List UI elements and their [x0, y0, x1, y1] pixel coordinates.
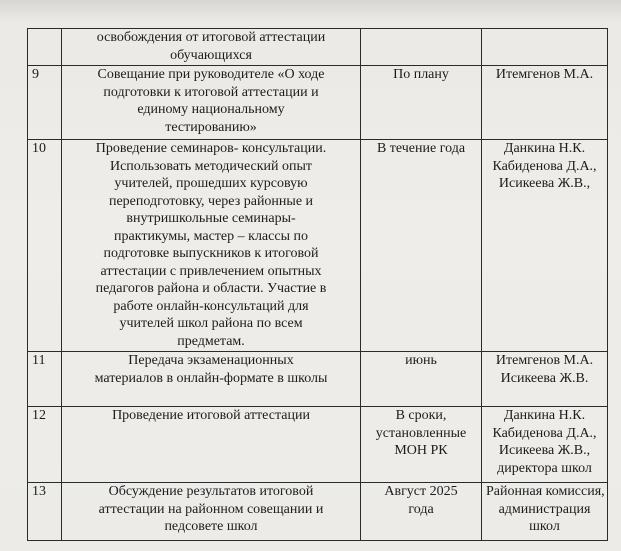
term-line: МОН РК — [394, 443, 448, 458]
event-line: подготовки к итоговой аттестации и — [103, 84, 319, 100]
responsible-line: Исикеева Ж.В. — [500, 370, 589, 386]
term-cell — [361, 66, 482, 140]
row-number-cell: 11 — [28, 352, 62, 407]
table-row — [28, 140, 608, 352]
responsible-cell — [482, 407, 608, 483]
term-line: года — [408, 501, 434, 517]
event-line: педсовете школ — [164, 519, 258, 534]
row-number-cell: 12 — [28, 407, 62, 483]
term-line: установленные — [375, 425, 467, 441]
responsible-line: директора школ — [497, 460, 592, 476]
event-line: аттестации с привлечением опытных — [100, 263, 322, 279]
event-cell — [62, 29, 361, 66]
event-line: Обсуждение результатов итоговой — [108, 484, 314, 499]
event-line: Использовать методический опыт — [109, 158, 313, 174]
event-line: Проведение итоговой аттестации — [112, 408, 310, 423]
responsible-line: школ — [529, 519, 560, 534]
table-row — [28, 352, 608, 407]
event-line: материалов в онлайн-формате в школы — [94, 370, 328, 386]
responsible-line: Кабиденова Д.А., — [492, 158, 597, 174]
responsible-cell — [482, 483, 608, 541]
table-row — [28, 66, 608, 140]
event-cell — [62, 66, 361, 140]
event-line: Проведение семинаров- консультации. — [95, 141, 327, 156]
event-line: практикумы, мастер – классы по — [114, 228, 308, 244]
responsible-line: Исикеева Ж.В., — [498, 443, 591, 458]
event-line: освобождения от итоговой аттестации — [96, 30, 326, 45]
event-line: переподготовку, через районные и — [108, 193, 314, 209]
event-cell — [62, 140, 361, 352]
responsible-cell — [482, 352, 608, 407]
event-line: педагогов района и области. Участие в — [95, 281, 327, 296]
event-line: единому национальному — [137, 102, 285, 117]
event-cell — [62, 407, 361, 483]
table-row — [28, 29, 608, 66]
row-number-cell: 13 — [28, 483, 62, 541]
responsible-line: Районная комиссия, — [486, 484, 605, 499]
responsible-cell — [482, 66, 608, 140]
table-row — [28, 407, 608, 483]
event-line: предметам. — [177, 333, 245, 349]
responsible-line: Итемгенов М.А. — [495, 353, 594, 368]
event-line: внутришкольные семинары- — [126, 211, 296, 226]
event-line: подготовке выпускников к итоговой — [103, 246, 319, 261]
responsible-line: Исикеева Ж.В., — [498, 176, 591, 191]
event-line: тестированию» — [165, 119, 257, 135]
term-cell — [361, 483, 482, 541]
action-plan-table — [27, 28, 608, 541]
responsible-line: Данкина Н.К. — [503, 141, 586, 156]
responsible-line: Кабиденова Д.А., — [492, 425, 597, 441]
term-line: В сроки, — [395, 408, 447, 423]
event-cell — [62, 483, 361, 541]
event-line: учителей школ района по всем — [119, 316, 303, 331]
responsible-cell — [482, 140, 608, 352]
term-cell — [361, 407, 482, 483]
term-cell — [361, 140, 482, 352]
term-line: В течение года — [376, 141, 466, 156]
page-top-shadow — [0, 0, 621, 22]
row-number-cell: 9 — [28, 66, 62, 140]
term-line: По плану — [393, 67, 449, 82]
event-line: обучающихся — [170, 47, 252, 63]
term-cell — [361, 29, 482, 66]
term-line: июнь — [405, 353, 437, 368]
responsible-line: Итемгенов М.А. — [495, 67, 594, 82]
term-line: Август 2025 — [384, 484, 458, 499]
event-line: Совещание при руководителе «О ходе — [97, 67, 325, 82]
event-line: Передача экзаменационных — [128, 353, 294, 368]
event-line: аттестации на районном совещании и — [98, 501, 324, 517]
event-line: учителей, прошедших курсовую — [114, 176, 308, 191]
row-number-cell — [28, 29, 62, 66]
responsible-cell — [482, 29, 608, 66]
term-cell — [361, 352, 482, 407]
table-row — [28, 483, 608, 541]
event-cell — [62, 352, 361, 407]
responsible-line: Данкина Н.К. — [503, 408, 586, 423]
row-number-cell: 10 — [28, 140, 62, 352]
event-line: работе онлайн-консультаций для — [113, 298, 309, 314]
responsible-line: администрация — [498, 501, 591, 517]
